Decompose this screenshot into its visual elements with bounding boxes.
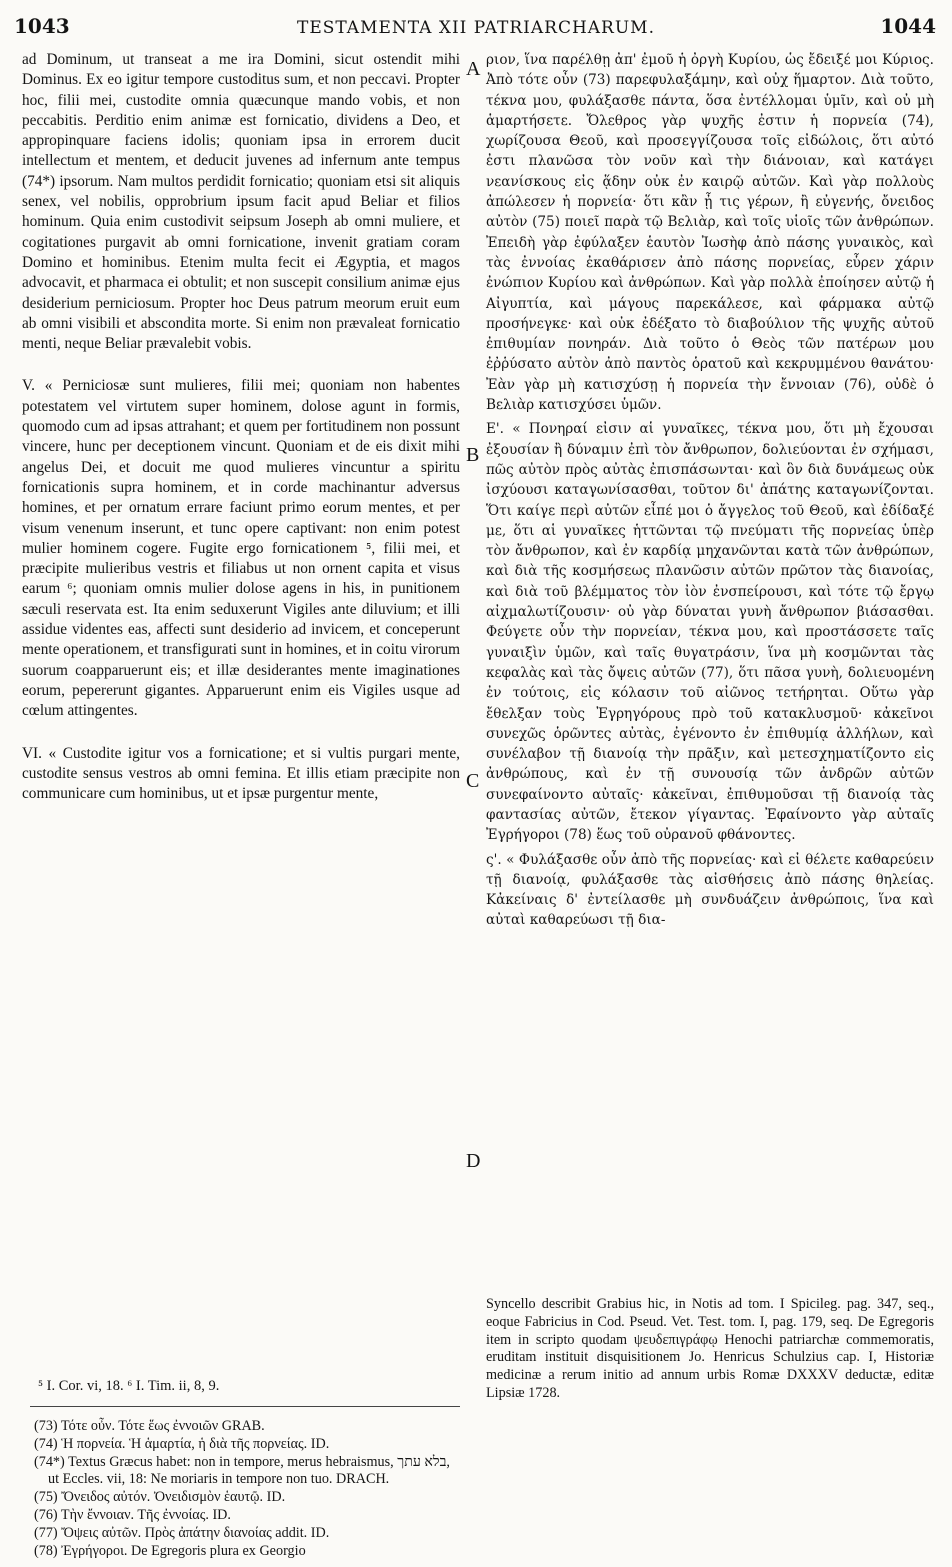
greek-paragraph-2: Ε'. « Πονηραί εἰσιν αἱ γυναῖκες, τέκνα μου, ὅτι μὴ ἔχουσαι ἐξουσίαν ἢ δύναμιν ἐπὶ τὸν ἄνθρωπον, δολιεύονται ἐν σχήμασι, πῶς αὐτὸν πρὸς αὐτὰς ἐπισπάσωνται· καὶ ὃν διὰ δυνάμεως οὐκ ἰσχύουσι καταγωνίσασθαι, τοῦτον δι' ἀπάτης καταγωνίζονται. Ὅτι καίγε περὶ αὐτῶν εἶπέ μοι ὁ ἄγγελος τοῦ Θεοῦ, καὶ ἐδίδαξέ με, ὅτι αἱ γυναῖκες ἡττῶνται τῷ πνεύματι τῆς πορνείας ὑπὲρ τὸν ἄνθρωπον, καὶ ἐν καρδίᾳ μηχανῶνται κατὰ τῶν ἀνθρώπων, καὶ διὰ τῆς κοσμήσεως πλανῶσιν αὐτῶν πρῶτον τὰς διανοίας, καὶ διὰ τοῦ βλέμματος τὸν ἰὸν ἐνσπείρουσι, καὶ τότε τῷ ἔργῳ αἰχμαλωτίζουσιν· οὐ γὰρ δύναται γυνὴ ἄνθρωπον βιάσασθαι. Φεύγετε οὖν τὴν πορνείαν, τέκνα μου, καὶ προστάσσετε ταῖς γυναιξὶν ὑμῶν, καὶ ταῖς θυγατράσιν, ἵνα μὴ κοσμῶνται τὰς κεφαλὰς καὶ τὰς ὄψεις αὐτῶν (77), ὅτι πᾶσα γυνὴ, δολιευομένη ἐν τούτοις, εἰς κόλασιν τοῦ αἰῶνος τετήρηται. Οὕτω γὰρ ἔθελξαν τοὺς Ἐγρηγόρους πρὸ τοῦ κατακλυσμοῦ· κἀκεῖνοι συνεχῶς ὁρῶντες αὐτὰς, ἐγένοντο ἐν ἐπιθυμίᾳ ἀλλήλων, καὶ συνέλαβον τῇ διανοίᾳ τὴν πρᾶξιν, καὶ μετεσχηματίζοντο εἰς ἀνθρώπους, καὶ ἐν τῇ συνουσίᾳ τῶν ἀνδρῶν αὐτῶν συνεφαίνοντο αὐταῖς· κἀκεῖναι, ἐπιθυμοῦσαι τῇ διανοίᾳ τὰς φαντασίας αὐτῶν, ἔτεκον γίγαντας. Ἐφαίνοντο γὰρ αὐταῖς Ἐγρήγοροι (78) ἕως τοῦ οὐρανοῦ φθάνοντες. <box>486 421 934 844</box>
greek-paragraph-3: ς'. « Φυλάξασθε οὖν ἀπὸ τῆς πορνείας· καὶ εἰ θέλετε καθαρεύειν τῇ διανοίᾳ, φυλάξασθε τὰς αἰσθήσεις ἀπὸ πάσης θηλείας. Κἀκείναις δ' ἐντείλασθε μὴ συνδυάζειν ἀνθρώποις, ἵνα καὶ αὐταὶ καθαρεύωσι τῇ δια- <box>486 851 934 929</box>
note-76: (76) Τὴν ἔννοιαν. Τῆς ἐννοίας. ID. <box>34 1506 231 1523</box>
note-73: (73) Τότε οὖν. Τότε ἕως ἐννοιῶν GRAB. <box>34 1418 265 1434</box>
note-77: (77) Ὄψεις αὐτῶν. Πρὸς ἀπάτην διανοίας addit. ID. <box>34 1524 330 1541</box>
footnote-divider <box>30 1406 460 1407</box>
section-marker-d: D <box>466 1150 481 1172</box>
note-75: (75) Ὄνειδος αὐτόν. Ὀνειδισμὸν ἑαυτῷ. ID. <box>34 1489 286 1506</box>
left-page-number: 1043 <box>14 14 70 38</box>
greek-paragraph-1: ριον, ἵνα παρέλθῃ ἀπ' ἐμοῦ ἡ ὀργὴ Κυρίου, ὡς ἔδειξέ μοι Κύριος. Ἀπὸ τότε οὖν (73) παρεφυλαξάμην, καὶ οὐχ ἥμαρτον. Διὰ τοῦτο, τέκνα μου, φυλάξασθε πάντα, ὅσα ἐντέλλομαι ὑμῖν, καὶ οὐ μὴ ἁμαρτήσετε. Ὄλεθρος γὰρ ψυχῆς ἐστιν ἡ πορνεία (74), χωρίζουσα Θεοῦ, καὶ προσεγγίζουσα τοῖς εἰδώλοις, ὅτι αὐτό ἐστι πλανῶσα τὸν νοῦν καὶ τὴν διάνοιαν, καὶ κατάγει νεανίσκους εἰς ᾅδην οὐκ ἐν καιρῷ αὐτῶν. Καὶ γὰρ πολλοὺς ἀπώλεσεν ἡ πορνεία· ὅτι κἂν ᾖ τις γέρων, ἢ εὐγενής, ὄνειδος αὐτὸν (75) ποιεῖ παρὰ τῷ Βελιὰρ, καὶ τοῖς υἱοῖς τῶν ἀνθρώπων. Ἐπειδὴ γὰρ ἐφύλαξεν ἑαυτὸν Ἰωσὴφ ἀπὸ πάσης γυναικὸς, καὶ τὰς ἐννοίας ἐκαθάρισεν ἀπὸ πάσης πορνείας, εὗρεν χάριν ἐνώπιον Κυρίου καὶ ἀνθρώπων. Καὶ γὰρ πολλὰ ἐποίησεν αὐτῷ ἡ Αἰγυπτία, καὶ μάγους παρεκάλεσε, καὶ φάρμακα αὐτῷ προσήνεγκε· καὶ οὐκ ἐδέξατο τὸ διαβούλιον τῆς ψυχῆς αὐτοῦ ἐπιθυμίαν πονηράν. Διὰ τοῦτο ὁ Θεὸς τῶν πατέρων μου ἐῤῥύσατο αὐτὸν ἀπὸ παντὸς ὁρατοῦ καὶ κεκρυμμένου θανάτου· Ἐὰν γὰρ μὴ κατισχύσῃ ἡ πορνεία τὴν ἔννοιαν (76), οὐδὲ ὁ Βελιὰρ κατισχύσει ὑμῶν. <box>486 52 934 414</box>
notes-right: Syncello describit Grabius hic, in Notis ad tom. I Spicileg. pag. 347, seq., eoque Fabricius in Cod. Pseud. Vet. Test. tom. I, pag. 179, seq. De Egregoris item in scripto quodam ψευδεπιγράφῳ Henochi patriarchæ commemoratis, eruditam instituit disquisitionem Jo. Henricus Schulzius cap. I, Historiæ medicinæ a rerum initio ad annum urbis Romæ DXXXV deductæ, editæ Lipsiæ 1728. <box>486 1296 934 1401</box>
note-74-star: (74*) Textus Græcus habet: non in tempore, merus hebraismus, בלא עתך, ut Eccles. vii, 18: Ne moriaris in tempore non tuo. DRACH. <box>34 1453 450 1488</box>
section-marker-b: B <box>466 444 480 466</box>
latin-paragraph-1: ad Dominum, ut transeat a me ira Domini, sicut ostendit mihi Dominus. Ex eo igitur tempore custoditus sum, et non peccavi. Propter hoc, filii mei, custodite omnia quæcunque mando vobis, et non peccabitis. Perditio enim animæ est fornicatio, dividens a Deo, et appropinquare faciens idolis; quoniam ipsa in errorem ducit intellectum et mentem, et deducit juvenes ad infernum ante tempus (74*) ipsorum. Nam multos perdidit fornicatio; quoniam etsi sit aliquis senex, vel nobilis, opprobrium ipsum facit apud Beliar et filios hominum. Quia enim custodivit seipsum Joseph ab omni muliere, et cogitationes purgavit ab omni fornicatione, invenit gratiam coram Domino et hominibus. Etenim multa fecit ei Ægyptia, et magos advocavit, et pharmaca ei obtulit; et non suscepit consilium animæ ejus desiderium perniciosum. Propter hoc Deus patrum meorum eruit eum ab omni visibili et abscondita morte. Si enim non prævaleat fornicatio menti, neque Beliar prævalebit vobis. <box>22 51 460 353</box>
page-header <box>0 14 952 48</box>
latin-paragraph-2: V. « Perniciosæ sunt mulieres, filii mei; quoniam non habentes potestatem vel virtutem super hominem, dolose agunt in formis, quomodo cum ad ipsas attrahant; et quem per fortitudinem non possunt vincere, hunc per deceptionem vincunt. Quoniam et de eis dixit mihi angelus Dei, et docuit me quod mulieres vincuntur a spiritu fornicationis supra hominem, et in corde machinantur adversus homines, et per ornatum errare faciunt primo eorum mentes, et per visum venenum inserunt, et tunc opere captivant: non enim potest mulier hominem cogere. Fugite ergo fornicationem ⁵, filii mei, et præcipite mulieribus vestris et filiabus ut non ornent capita et visus earum ⁶; quoniam omnis mulier dolose agens in his, in punitionem sæculi reservata est. Ita enim seduxerunt Vigiles ante diluvium; et illi assidue videntes eas, affecti sunt desiderio ad invicem, et conceperunt mente operationem, et transfigurati sunt in homines, et in coitu virorum suorum coapparuerunt eis; et illæ desiderantes mente imaginationes eorum, pepererunt gigantes. Apparuerunt enim eis Vigiles usque ad cœlum attingentes. <box>22 377 460 720</box>
section-marker-a: A <box>466 58 481 80</box>
note-78: (78) Ἐγρήγοροι. De Egregoris plura ex Georgio <box>34 1542 306 1559</box>
scripture-footnotes: ⁵ I. Cor. vi, 18. ⁶ I. Tim. ii, 8, 9. <box>38 1378 220 1394</box>
section-marker-c: C <box>466 770 480 792</box>
right-page-number: 1044 <box>880 14 936 38</box>
note-74: (74) Ἡ πορνεία. Ἡ ἁμαρτία, ἡ διὰ τῆς πορνείας. ID. <box>34 1435 330 1452</box>
greek-column <box>486 50 934 931</box>
notes-left <box>34 1418 462 1560</box>
latin-column <box>22 50 460 804</box>
latin-paragraph-3: VI. « Custodite igitur vos a fornicatione; et si vultis purgari mente, custodite sensus vestros ab omni femina. Et illis etiam præcipite non communicare cum hominibus, ut et ipsæ purgentur mente, <box>22 744 460 803</box>
running-title: TESTAMENTA XII PATRIARCHARUM. <box>296 18 655 38</box>
